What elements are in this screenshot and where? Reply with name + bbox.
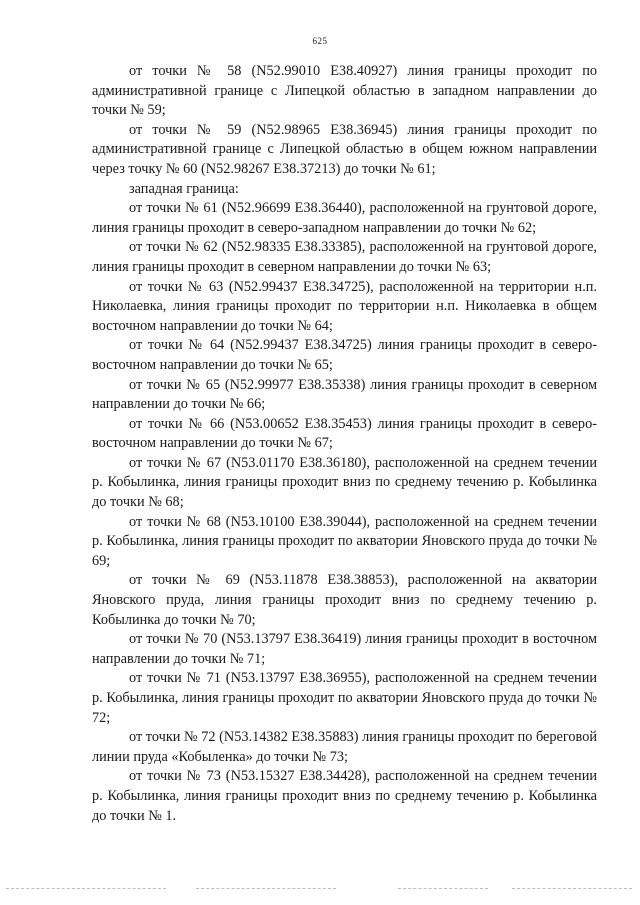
paragraph: от точки № 69 (N53.11878 E38.38853), расположенной на акватории Яновского пруда, линия границы проходит вниз по среднему течению р. Кобылинка до точки № 70; <box>92 572 597 628</box>
paragraph: от точки № 65 (N52.99977 E38.35338) линия границы проходит в северном направлении до точки № 66; <box>92 376 597 413</box>
document-body <box>92 62 597 826</box>
section-heading: западная граница: <box>129 180 239 197</box>
footer-divider <box>196 888 336 889</box>
paragraph: от точки № 67 (N53.01170 E38.36180), расположенной на среднем течении р. Кобылинка, линия границы проходит вниз по среднему течению р. Кобылинка до точки № 68; <box>92 454 597 511</box>
footer-divider <box>6 888 166 889</box>
paragraph: от точки № 73 (N53.15327 E38.34428), расположенной на среднем течении р. Кобылинка, линия границы проходит вниз по среднему течению р. Кобылинка до точки № 1. <box>92 768 597 824</box>
footer-divider <box>512 888 632 889</box>
page-number: 625 <box>312 36 328 46</box>
paragraph: от точки № 66 (N53.00652 E38.35453) линия границы проходит в северо-восточном направлении до точки № 67; <box>92 415 597 452</box>
paragraph: от точки № 64 (N52.99437 E38.34725) линия границы проходит в северо-восточном направлении до точки № 65; <box>92 337 597 373</box>
paragraph: от точки № 71 (N53.13797 E38.36955), расположенной на среднем течении р. Кобылинка, линия границы проходит по акватории Яновского пруда до точки № 72; <box>92 670 597 726</box>
paragraph: от точки № 63 (N52.99437 E38.34725), расположенной на территории н.п. Николаевка, линия границы проходит по территории н.п. Николаевка в общем восточном направлении до точки № 64; <box>92 278 597 334</box>
paragraph: от точки № 68 (N53.10100 E38.39044), расположенной на среднем течении р. Кобылинка, линия границы проходит по акватории Яновского пруда до точки № 69; <box>92 513 597 569</box>
paragraph: от точки № 62 (N52.98335 E38.33385), расположенной на грунтовой дороге, линия границы проходит в северном направлении до точки № 63; <box>92 239 597 275</box>
paragraph: от точки № 72 (N53.14382 E38.35883) линия границы проходит по береговой линии пруда «Кобыленка» до точки № 73; <box>92 729 597 765</box>
paragraph: от точки № 59 (N52.98965 E38.36945) линия границы проходит по административной границе с Липецкой областью в общем южном направлении через точку № 60 (N52.98267 E38.37213) до точки № 61; <box>92 121 597 177</box>
paragraph: от точки № 61 (N52.96699 E38.36440), расположенной на грунтовой дороге, линия границы проходит в северо-западном направлении до точки № 62; <box>92 200 597 236</box>
paragraph: от точки № 70 (N53.13797 E38.36419) линия границы проходит в восточном направлении до точки № 71; <box>92 631 597 667</box>
paragraph: от точки № 58 (N52.99010 E38.40927) линия границы проходит по административной границе с Липецкой областью в западном направлении до точки № 59; <box>92 63 597 119</box>
footer-divider <box>398 888 488 889</box>
